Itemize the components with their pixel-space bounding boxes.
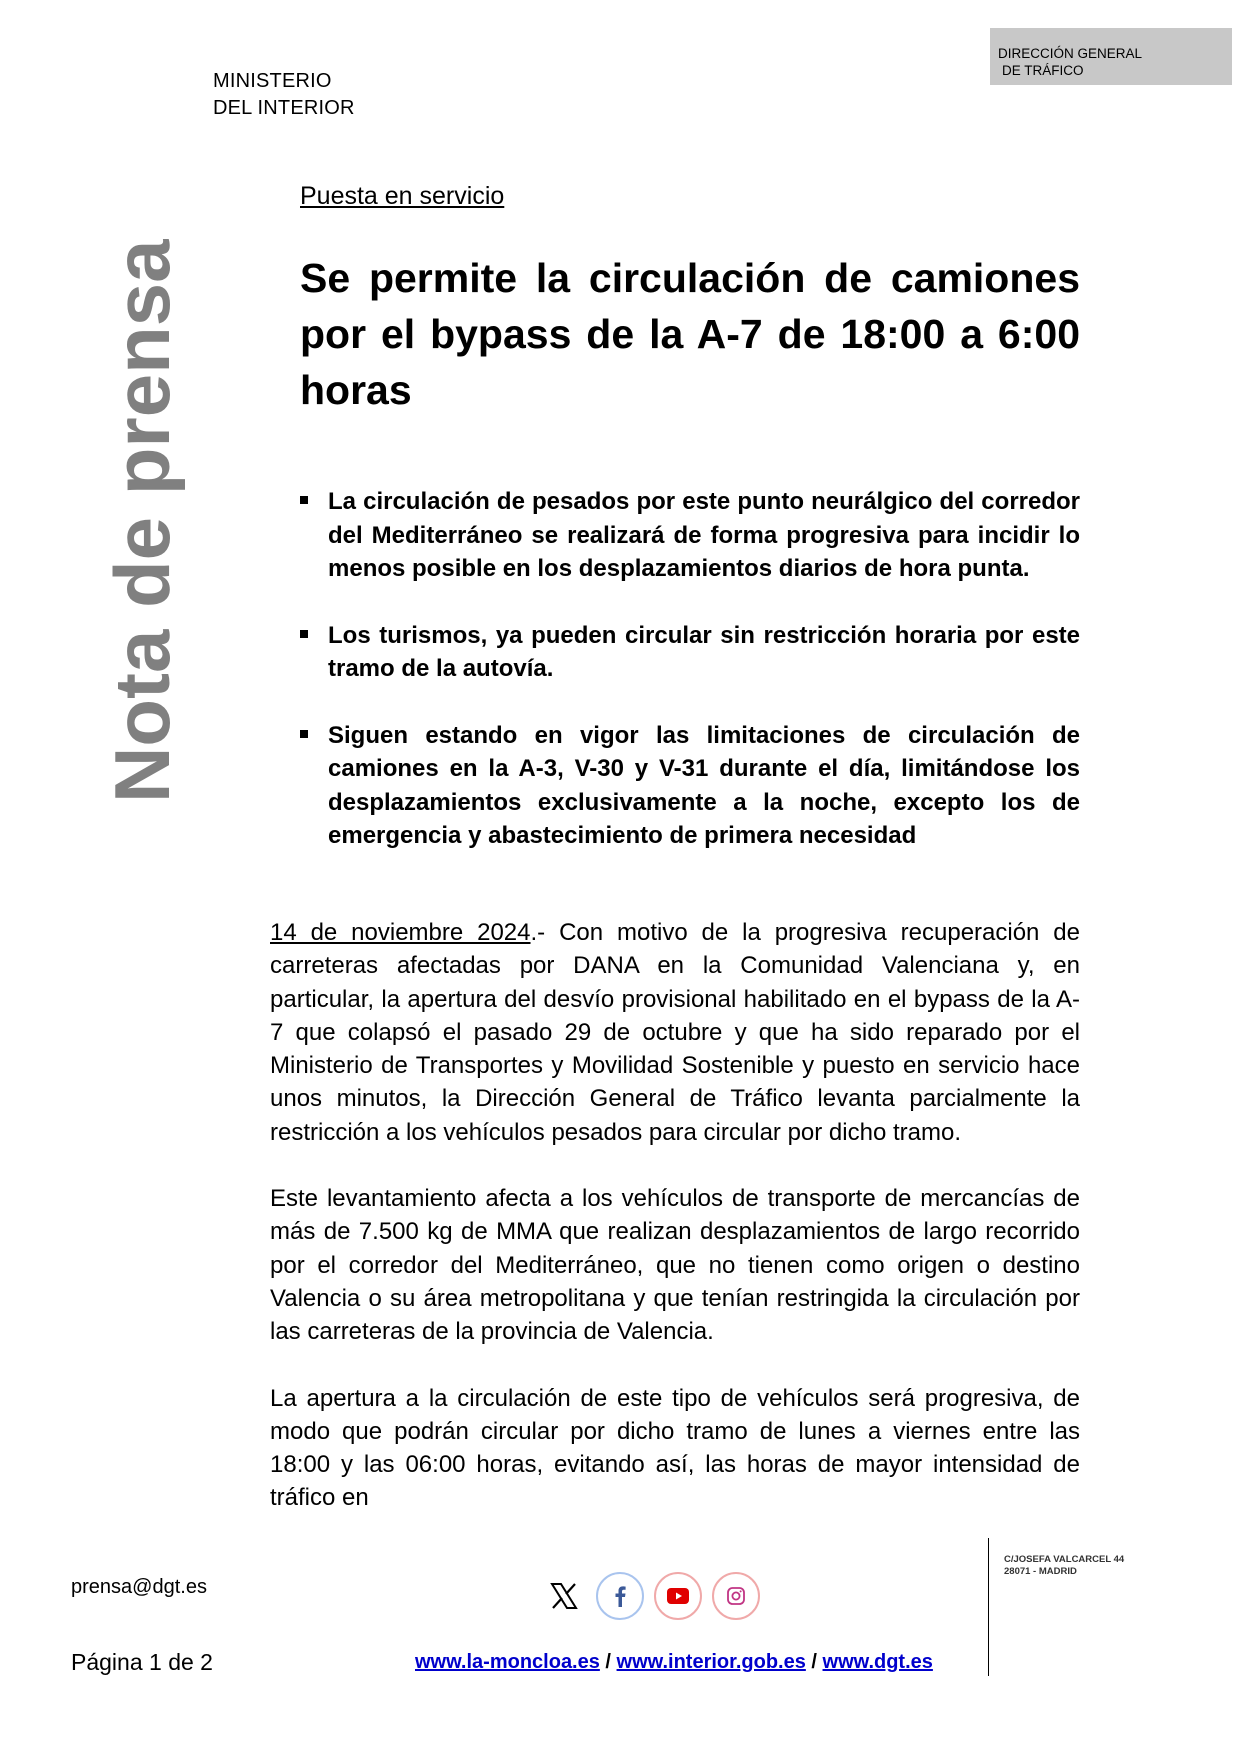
highlights-list [300,485,1080,886]
dgt-line-1: DIRECCIÓN GENERAL [998,46,1143,61]
postal-address [1004,1554,1124,1578]
address-line-1: C/JOSEFA VALCARCEL 44 [1004,1554,1125,1565]
bullet-square-icon [300,730,308,738]
link-interior[interactable]: www.interior.gob.es [616,1651,806,1673]
highlight-item [300,619,1080,686]
bullet-square-icon [300,496,308,504]
headline: Se permite la circulación de camiones por el bypass de la A-7 de 18:00 a 6:00 horas [300,255,1080,413]
social-icons [542,1572,760,1620]
category-label: Puesta en servicio [300,182,505,210]
highlight-item [300,719,1080,853]
ministry-line-2: DEL INTERIOR [213,97,355,119]
press-email[interactable]: prensa@dgt.es [71,1576,207,1598]
highlight-text: Los turismos, ya pueden circular sin restricción horaria por este tramo de la autovía. [328,621,1080,682]
link-separator: / [805,1651,823,1673]
article-body [270,916,1080,1548]
footer-divider [988,1538,989,1676]
release-date: 14 de noviembre 2024 [270,919,531,946]
ministry-logo-text [213,68,355,122]
highlight-item [300,485,1080,586]
paragraph-1-text: .- Con motivo de la progresiva recuperación de carreteras afectadas por DANA en la Comunidad Valenciana y, en particular, la apertura del desvío provisional habilitado en el bypass de la A-7 que colapsó el pasado 29 de octubre y que ha sido reparado por el Ministerio de Transportes y Movilidad Sostenible y puesto en servicio hace unos minutos, la Dirección General de Tráfico levanta parcialmente la restricción a los vehículos pesados para circular por dicho tramo. [270,919,1080,1146]
facebook-icon[interactable] [596,1572,644,1620]
youtube-icon[interactable] [654,1572,702,1620]
bullet-square-icon [300,630,308,638]
highlight-text: Siguen estando en vigor las limitaciones de circulación de camiones en la A-3, V-30 y V-31 durante el día, limitándose los desplazamientos exclusivamente a la noche, excepto los de emergencia y abastecimiento de primera necesidad [328,721,1080,849]
link-la-moncloa[interactable]: www.la-moncloa.es [415,1651,600,1673]
dgt-line-2: DE TRÁFICO [1002,63,1084,78]
highlight-text: La circulación de pesados por este punto neurálgico del corredor del Mediterráneo se realizará de forma progresiva para incidir lo menos posible en los desplazamientos diarios de hora punta. [328,488,1080,582]
page-number: Página 1 de 2 [71,1649,213,1675]
ministry-line-1: MINISTERIO [213,70,332,92]
press-release-side-label: Nota de prensa [98,239,186,803]
link-separator: / [599,1651,617,1673]
paragraph-1 [270,916,1080,1149]
instagram-icon[interactable] [712,1572,760,1620]
x-icon[interactable] [542,1572,586,1620]
address-line-2: 28071 - MADRID [1004,1566,1077,1577]
paragraph-3: La apertura a la circulación de este tipo de vehículos será progresiva, de modo que podrán circular por dicho tramo de lunes a viernes entre las 18:00 y las 06:00 horas, evitando así, las horas de mayor intensidad de tráfico en [270,1384,1080,1512]
dgt-header-box [990,28,1232,85]
website-links [415,1651,933,1674]
link-dgt[interactable]: www.dgt.es [822,1651,933,1673]
paragraph-2: Este levantamiento afecta a los vehículos de transporte de mercancías de más de 7.500 kg de MMA que realizan desplazamientos de largo recorrido por el corredor del Mediterráneo, que no tienen como origen o destino Valencia o su área metropolitana y que tenían restringida la circulación por las carreteras de la provincia de Valencia. [270,1185,1080,1346]
